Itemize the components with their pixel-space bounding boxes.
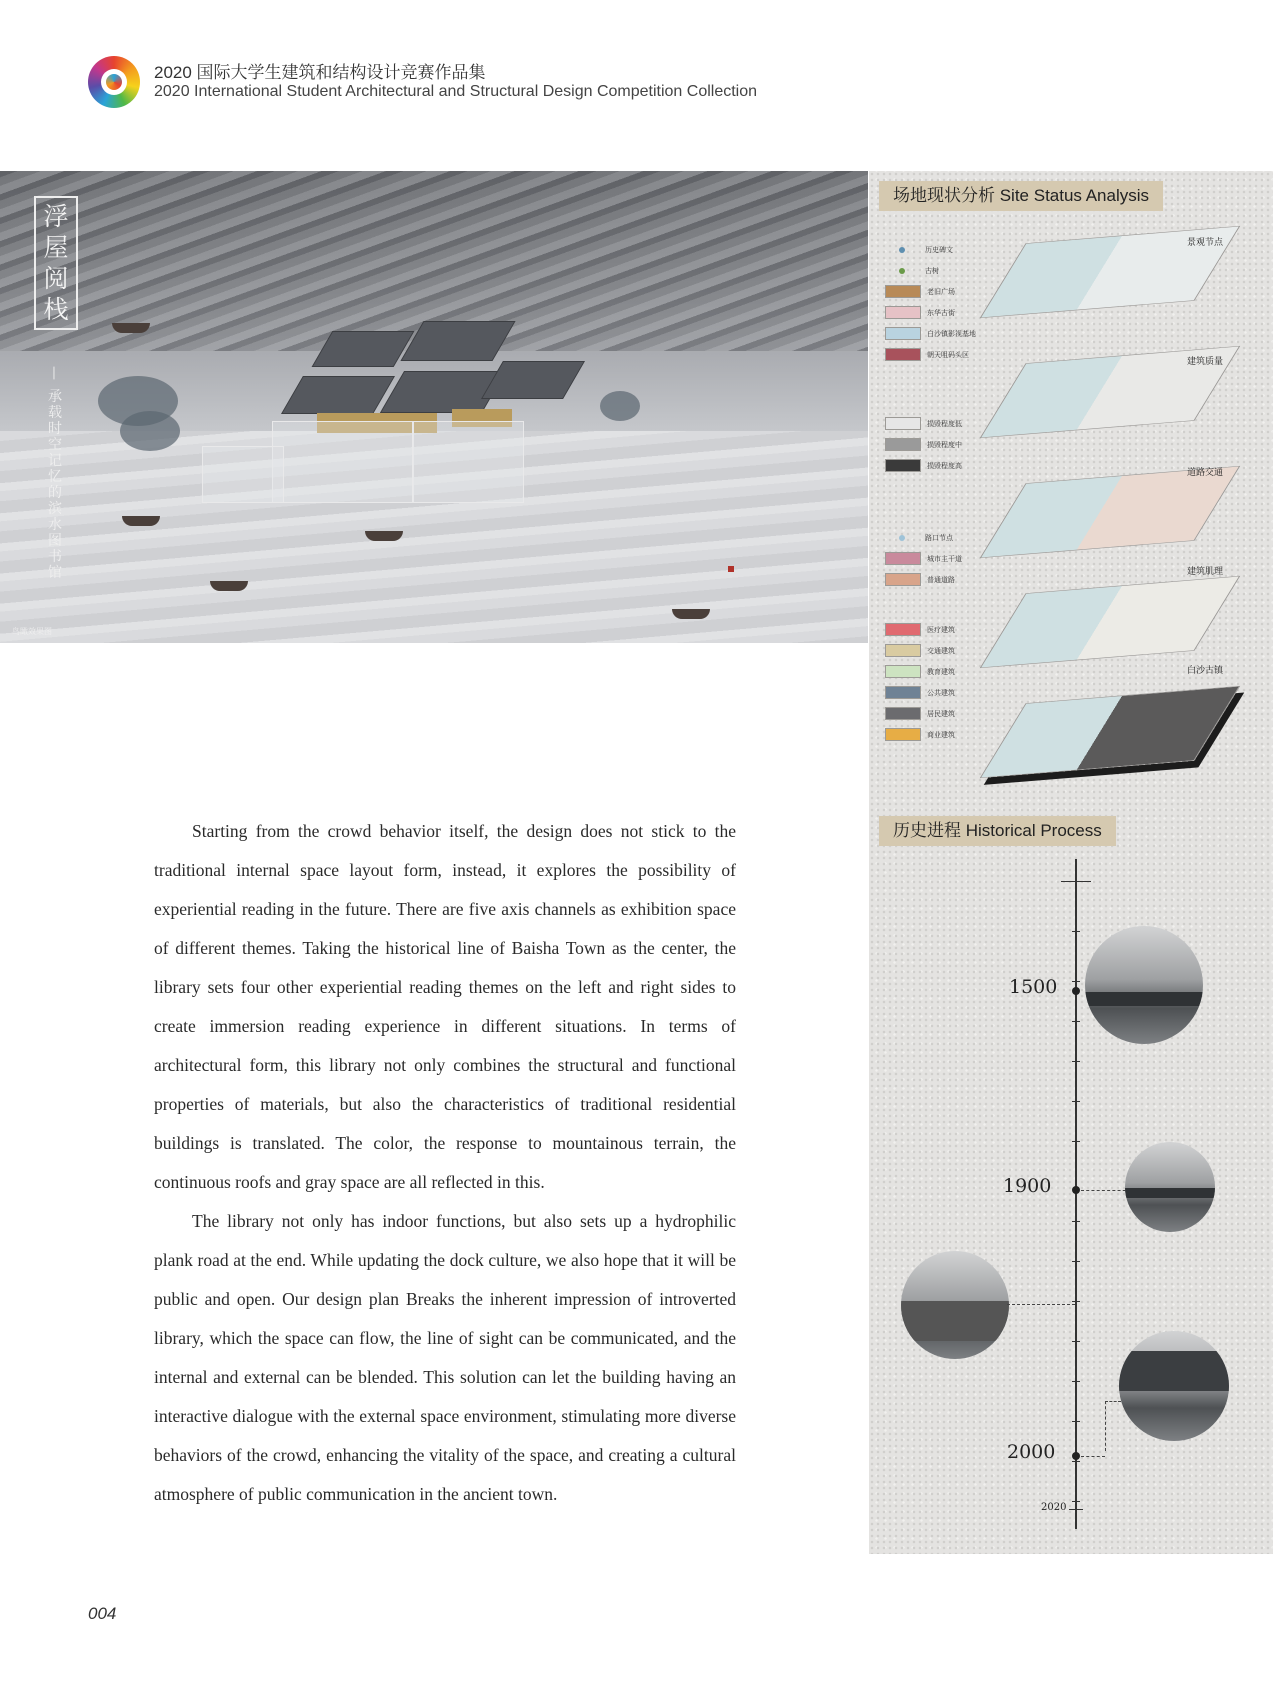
- legend-label: 公共建筑: [927, 689, 955, 697]
- year-label: 2000: [1007, 1441, 1056, 1463]
- legend-swatch: [885, 438, 921, 451]
- timeline-marker: [1072, 987, 1080, 995]
- boat-shape: [672, 609, 710, 619]
- timeline-axis: [1075, 859, 1077, 1529]
- year-label: 1900: [1003, 1175, 1052, 1197]
- layer-label: 建筑肌理: [1187, 566, 1224, 576]
- tree-shape: [120, 411, 180, 451]
- layer-sheet: [980, 686, 1241, 778]
- connector-line: [1007, 1304, 1075, 1305]
- legend-dot-icon: [899, 535, 905, 541]
- layer-town: [979, 671, 1244, 791]
- boat-shape: [112, 323, 150, 333]
- analysis-panel: [869, 171, 1273, 1554]
- layer-label: 建筑质量: [1187, 356, 1224, 366]
- legend-swatch: [885, 348, 921, 361]
- rendering-vertical-subtitle: — 承载时空记忆的滨水图书馆: [46, 366, 62, 581]
- legend-swatch: [885, 417, 921, 430]
- legend-label: 东华古街: [927, 309, 955, 317]
- timeline-marker: [1072, 1452, 1080, 1460]
- legend-label: 普通道路: [927, 576, 955, 584]
- connector-line: [1081, 1190, 1131, 1191]
- paragraph: The library not only has indoor functions, but also sets up a hydrophilic plank road at the end. While updating the dock culture, we also hope that it will be public and open. Our design plan Breaks the inherent impression of introverted library, which the space can flow, the line of sight can be communicated, and the internal and external can be blended. This solution can let the building having an interactive dialogue with the external space environment, stimulating more diverse behaviors of the crowd, enhancing the vitality of the space, and creating a cultural atmosphere of public communication in the ancient town.: [154, 1211, 736, 1504]
- layer-label: 道路交通: [1187, 467, 1224, 477]
- header-title-en: 2020 International Student Architectural and Structural Design Competition Collection: [154, 83, 758, 100]
- historical-process-title: 历史进程 Historical Process: [879, 816, 1116, 846]
- legend-label: 损毁程度高: [927, 462, 962, 470]
- legend-label: 损毁程度低: [927, 420, 962, 428]
- red-seal-stamp: [728, 566, 734, 572]
- aerial-rendering-image: [0, 171, 868, 643]
- legend-swatch: [885, 707, 921, 720]
- history-photo-1500: [1085, 926, 1203, 1044]
- legend-label: 交通建筑: [927, 647, 955, 655]
- year-label: 1500: [1009, 976, 1058, 998]
- legend-label: 医疗建筑: [927, 626, 955, 634]
- connector-line: [1105, 1401, 1121, 1402]
- page-number: 004: [88, 1604, 117, 1623]
- title-char: 栈: [43, 295, 69, 324]
- layer-sheet: [980, 576, 1241, 668]
- legend-swatch: [885, 327, 921, 340]
- legend-swatch: [885, 728, 921, 741]
- history-photo-1900: [1125, 1142, 1215, 1232]
- competition-logo-icon: [88, 56, 140, 108]
- connector-line: [1105, 1401, 1106, 1451]
- title-char: 屋: [43, 233, 69, 262]
- header-title-zh: 2020 国际大学生建筑和结构设计竞赛作品集: [154, 63, 486, 82]
- legend-swatch: [885, 459, 921, 472]
- year-label: 2020: [1041, 1502, 1067, 1513]
- connector-line: [1081, 1456, 1105, 1457]
- legend-dot-icon: [899, 268, 905, 274]
- boat-shape: [210, 581, 248, 591]
- layer-sheet: [980, 466, 1241, 558]
- title-char: 浮: [43, 202, 69, 231]
- legend-label: 路口节点: [925, 534, 953, 542]
- legend-swatch: [885, 644, 921, 657]
- rendering-title-box: [34, 196, 78, 330]
- legend-label: 损毁程度中: [927, 441, 962, 449]
- legend-label: 教育建筑: [927, 668, 955, 676]
- layer-label: 白沙古镇: [1187, 665, 1224, 675]
- legend-label: 历史碑文: [925, 246, 953, 254]
- boat-shape: [365, 531, 403, 541]
- legend-label: 商业建筑: [927, 731, 955, 739]
- project-description: [154, 812, 736, 1514]
- legend-swatch: [885, 552, 921, 565]
- layer-quality: [979, 331, 1244, 451]
- tree-shape: [600, 391, 640, 421]
- legend-label: 居民建筑: [927, 710, 955, 718]
- history-photo-2000: [1119, 1331, 1229, 1441]
- paragraph: Starting from the crowd behavior itself, the design does not stick to the traditional internal space layout form, instead, it explores the possibility of experiential reading in the future. There are five axis channels as exhibition space of different themes. Taking the historical line of Baisha Town as the center, the library sets four other experiential reading themes on the left and right sides to create immersion reading experience in different situations. In terms of architectural form, this library not only combines the structural and functional properties of materials, but also the characteristics of traditional residential buildings is translated. The color, the response to mountainous terrain, the continuous roofs and gray space are all reflected in this.: [154, 821, 736, 1192]
- library-building: [262, 321, 592, 521]
- title-char: 阅: [43, 264, 69, 293]
- layer-label: 景观节点: [1187, 237, 1224, 247]
- legend-dot-icon: [899, 247, 905, 253]
- rendering-caption: 鸟瞰效果图: [12, 627, 52, 636]
- legend-label: 古树: [925, 267, 939, 275]
- history-photo-old-street: [901, 1251, 1009, 1359]
- legend-swatch: [885, 686, 921, 699]
- legend-swatch: [885, 285, 921, 298]
- site-analysis-title: 场地现状分析 Site Status Analysis: [879, 181, 1163, 211]
- legend-swatch: [885, 623, 921, 636]
- timeline-marker: [1072, 1186, 1080, 1194]
- boat-shape: [122, 516, 160, 526]
- legend-swatch: [885, 573, 921, 586]
- layer-landscape: [979, 211, 1244, 331]
- timeline-end-tick: [1069, 1509, 1083, 1510]
- legend-label: 白沙镇影视基地: [927, 330, 976, 338]
- legend-swatch: [885, 306, 921, 319]
- legend-label: 城市主干道: [927, 555, 962, 563]
- legend-label: 老旧广场: [927, 288, 955, 296]
- legend-swatch: [885, 665, 921, 678]
- timeline-start-tick: [1061, 881, 1091, 882]
- legend-label: 朝天咀码头区: [927, 351, 969, 359]
